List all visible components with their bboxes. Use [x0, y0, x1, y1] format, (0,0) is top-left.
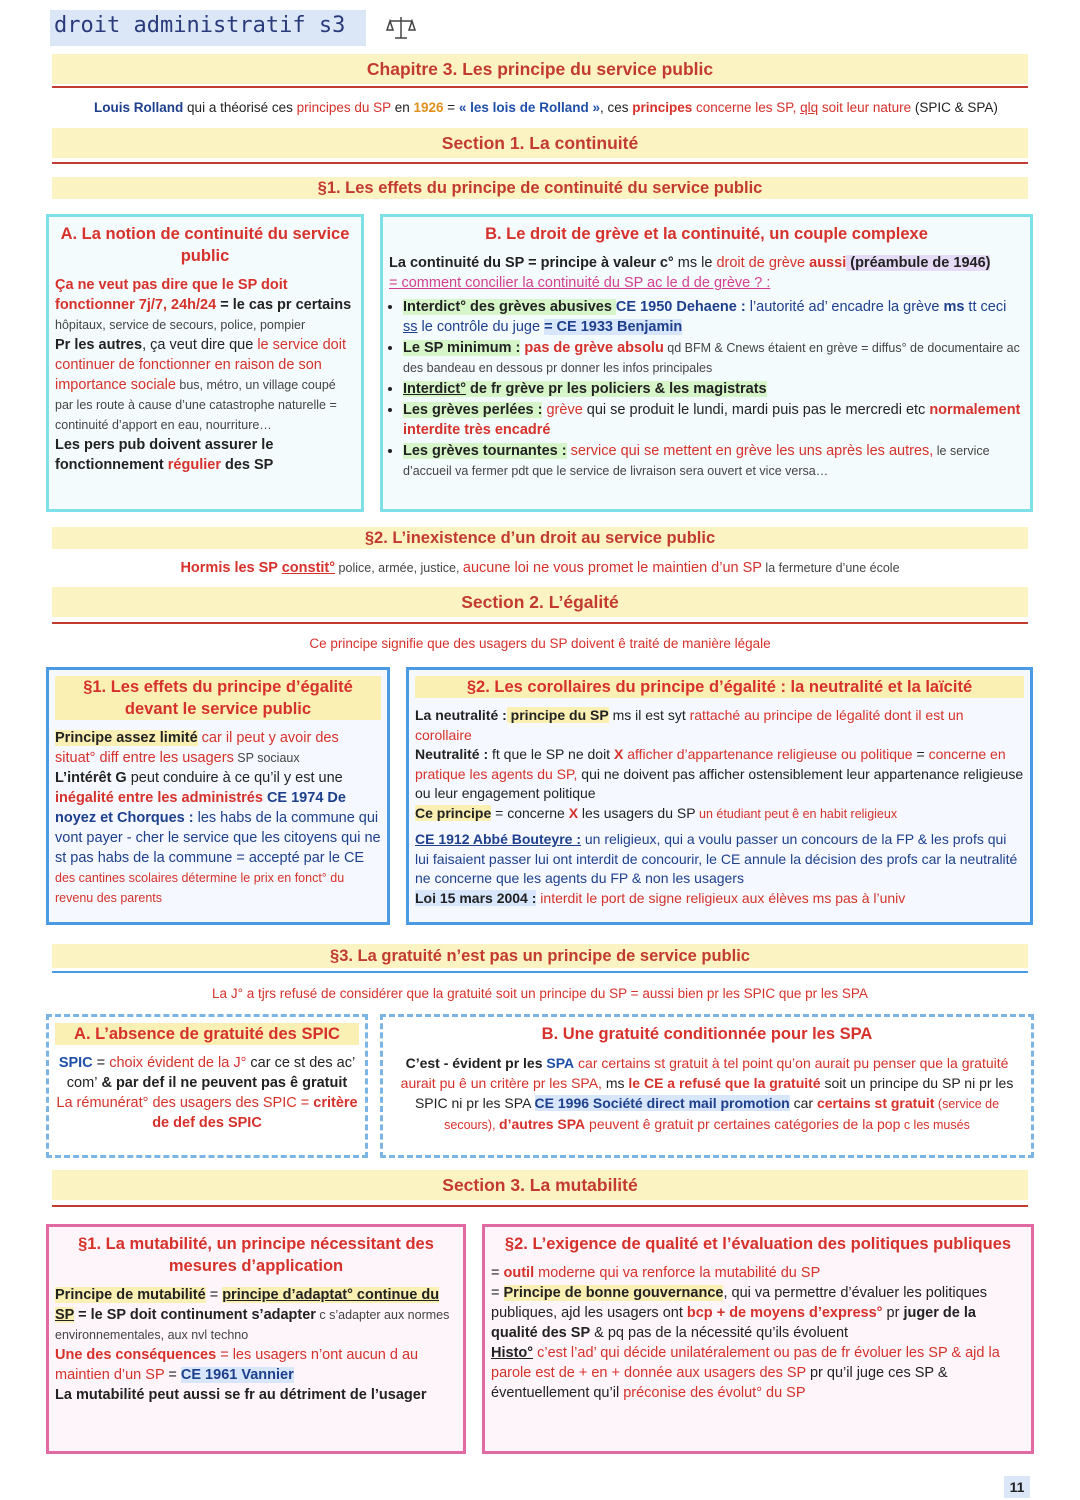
- section1-par1-title: §1. Les effets du principe de continuité du service public: [52, 177, 1028, 199]
- section3-title: Section 3. La mutabilité: [52, 1170, 1028, 1200]
- section2-rule: [52, 622, 1028, 624]
- section2-title: Section 2. L’égalité: [52, 587, 1028, 617]
- intro-paragraph: Louis Rolland qui a théorisé ces principes du SP en 1926 = « les lois de Rolland », ces principes concerne les SP, qlq soit leur nature (SPIC & SPA): [94, 100, 998, 115]
- chapter-rule: [52, 86, 1028, 88]
- section1-title: Section 1. La continuité: [52, 128, 1028, 158]
- box-droit-de-greve: B. Le droit de grève et la continuité, un couple complexe La continuité du SP = principe à valeur c° ms le droit de grève aussi (préambule de 1946) = comment concilier la continuité du SP ac le d de grève ? : • Interdict° des grèves abusives CE 1950 Dehaene : l’autorité ad’ encadre la grève ms tt ceci ss le contrôle du juge = CE 1933 Benjamin • Le SP minimum : pas de grève absolu qd BFM & Cnews étaient en grève = diffus° de documentaire ac des bandeau en dessous pr donner les infos principales • Interdict° de fr grève pr les policiers & les magistrats • Les grèves perlées : grève qui se produit le lundi, mardi puis pas le mercredi etc normalement interdite très encadré • Les grèves tournantes : service qui se mettent en grève les uns après les autres, le service d’accueil va fermer pdt que le service de livraison sera ouvert et vice versa…: [380, 214, 1033, 512]
- page-number: 11: [1004, 1476, 1030, 1498]
- box-mutabilite-principe: §1. La mutabilité, un principe nécessitant des mesures d’application Principe de mutabilité = principe d’adaptat° continue du SP = le SP doit continument s’adapter c s’adapter aux normes environnementales, aux nvl techno Une des conséquences = les usagers n’ont aucun d au maintien d’un SP = CE 1961 Vannier La mutabilité peut aussi se fr au détriment de l’usager: [46, 1224, 466, 1454]
- scales-icon: [386, 14, 416, 47]
- box-gratuite-spa: B. Une gratuité conditionnée pour les SPA C’est - évident pr les SPA car certains st gratuit à tel point qu’on aurait pu penser que la gratuité aurait pu ê un critère pr les SPA, ms le CE a refusé que la gratuité soit un principe du SP ni pr les SPIC ni pr les SPA CE 1996 Société direct mail promotion car certains st gratuit (service de secours), d’autres SPA peuvent ê gratuit pr certaines catégories de la pop c les musés: [380, 1014, 1034, 1158]
- section2-par3-title: §3. La gratuité n’est pas un principe de service public: [52, 944, 1028, 968]
- box-qualite-evaluation: §2. L’exigence de qualité et l’évaluation des politiques publiques = outil moderne qui va renforce la mutabilité du SP = Principe de bonne gouvernance, qui va permettre d’évaluer les politiques publiques, ajd les usagers ont bcp + de moyens d’express° pr juger de la qualité des SP & pq pas de la nécessité qu’ils évoluent Histo° c’est l’ad’ qui décide unilatéralement ou pas de fr évoluer les SP & ajd la parole est de + en + donnée aux usagers des SP pr qu’il juge ces SP & éventuellement qu’il préconise des évolut° du SP: [482, 1224, 1034, 1454]
- par2-text: Hormis les SP constit° police, armée, justice, aucune loi ne vous promet le maintien d’un SP la fermeture d’une école: [180, 560, 900, 576]
- document-title-banner: [50, 10, 366, 46]
- section1-par2-title: §2. L’inexistence d’un droit au service public: [52, 527, 1028, 549]
- section3-rule: [52, 1205, 1028, 1207]
- box-continuite-notion: A. La notion de continuité du service public Ça ne veut pas dire que le SP doit fonctionner 7j/7, 24h/24 = le cas pr certains hôpitaux, service de secours, police, pompier Pr les autres, ça veut dire que le service doit continuer de fonctionner en raison de son importance sociale bus, métro, un village coupé par les route à cause d’une catastrophe naturelle = continuité d’apport en eau, nourriture… Les pers pub doivent assurer le fonctionnement régulier des SP: [46, 214, 364, 512]
- section2-intro: Ce principe signifie que des usagers du SP doivent ê traité de manière légale: [309, 636, 771, 651]
- par3-intro: La J° a tjrs refusé de considérer que la gratuité soit un principe du SP = aussi bien pr les SPIC que pr les SPA: [212, 986, 868, 1001]
- box-gratuite-spic: A. L’absence de gratuité des SPIC SPIC = choix évident de la J° car ce st des ac’ com’ & par def il ne peuvent pas ê gratuit La rémunérat° des usagers des SPIC = critère de def des SPIC: [46, 1014, 368, 1158]
- box-egalite-effets: §1. Les effets du principe d’égalité devant le service public Principe assez limité car il peut y avoir des situat° diff entre les usagers SP sociaux L’intérêt G peut conduire à ce qu’il y est une inégalité entre les administrés CE 1974 De noyez et Chorques : les habs de la commune qui vont payer - cher le service que les citoyens qui ne st pas habs de la commune = accepté par le CE des cantines scolaires détermine le prix en fonct° du revenu des parents: [46, 667, 390, 925]
- box-neutralite-laicite: §2. Les corollaires du principe d’égalité : la neutralité et la laïcité La neutralité : principe du SP ms il est syt rattaché au principe de légalité dont il est un corollaire Neutralité : ft que le SP ne doit X afficher d’appartenance religieuse ou politique = concerne en pratique les agents du SP, qui ne doivent pas afficher ostensiblement leur appartenance religieuse ou leur engagement politique Ce principe = concerne X les usagers du SP un étudiant peut ê en habit religieux CE 1912 Abbé Bouteyre : un religieux, qui a voulu passer un concours de la FP & les profs qui lui faisaient passer lui ont interdit de concourir, le CE annule la décision des profs car la neutralité ne concerne que les agents du FP & non les usagers Loi 15 mars 2004 : interdit le port de signe religieux aux élèves ms pas à l’univ: [406, 667, 1033, 925]
- section1-rule: [52, 162, 1028, 164]
- section2-par3-rule: [52, 971, 1028, 973]
- document-title: droit administratif s3: [54, 13, 346, 38]
- chapter-title: Chapitre 3. Les principe du service public: [52, 54, 1028, 84]
